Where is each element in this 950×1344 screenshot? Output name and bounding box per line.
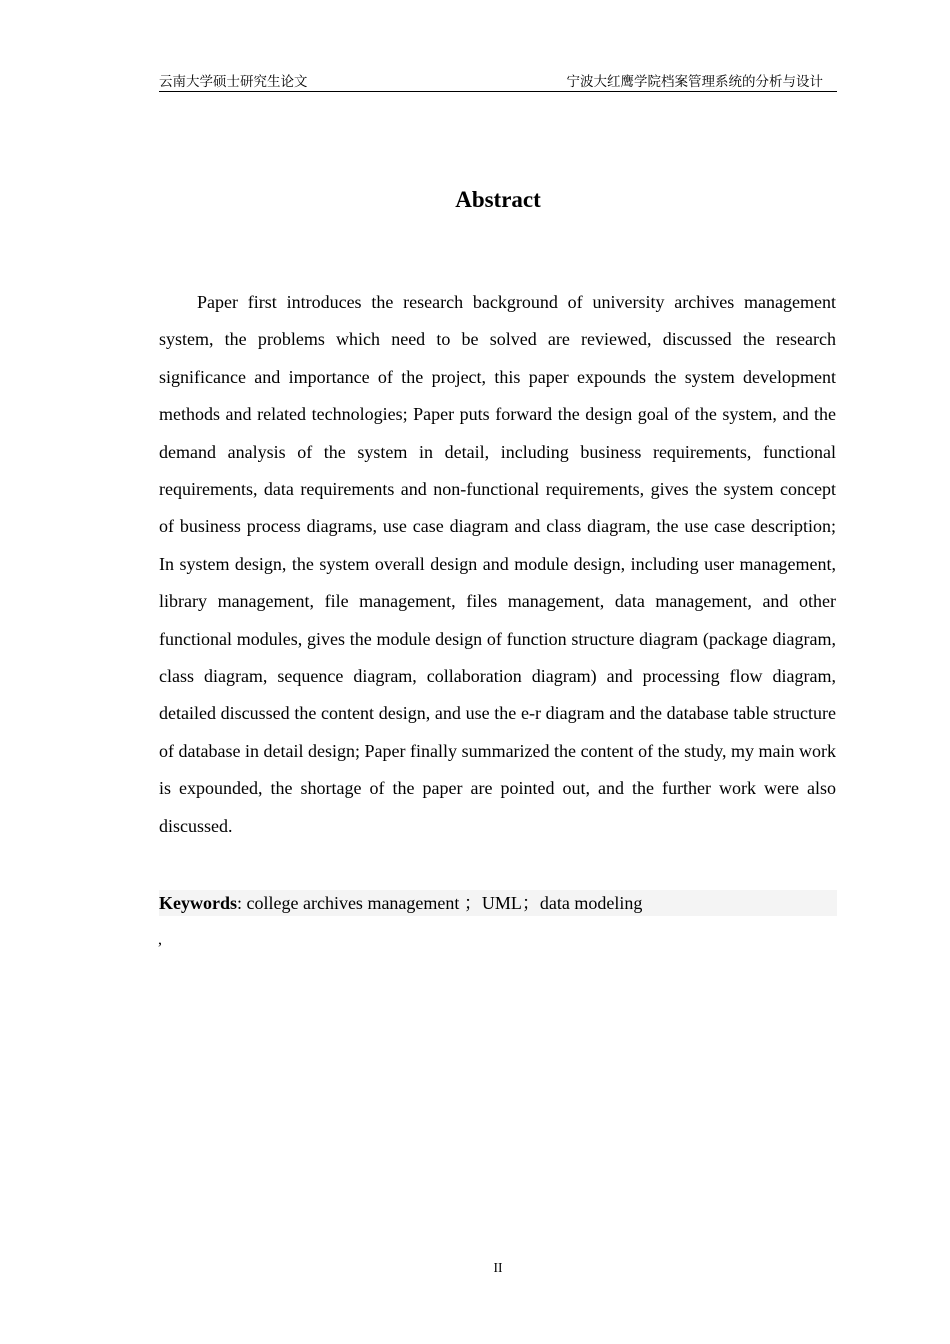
keywords-text: : college archives management ；UML；data modeling: [237, 893, 643, 913]
keywords-line: [159, 890, 837, 916]
stray-comma: ,: [158, 931, 162, 948]
abstract-paragraph: Paper first introduces the research background of university archives management system, the problems which need to be solved are reviewed, discussed the research significance and importance of the project, this paper expounds the system development methods and related technologies; Paper puts forward the design goal of the system, and the demand analysis of the system in detail, including business requirements, functional requirements, data requirements and non-functional requirements, gives the system concept of business process diagrams, use case diagram and class diagram, the use case description; In system design, the system overall design and module design, including user management, library management, file management, files management, data management, and other functional modules, gives the module design of function structure diagram (package diagram, class diagram, sequence diagram, collaboration diagram) and processing flow diagram, detailed discussed the content design, and use the e-r diagram and the database table structure of database in detail design; Paper finally summarized the content of the study, my main work is expounded, the shortage of the paper are pointed out, and the further work were also discussed.: [159, 292, 836, 836]
page-number: II: [493, 1260, 503, 1275]
page-header: [159, 72, 837, 92]
abstract-heading: Abstract: [455, 187, 541, 212]
header-thesis-title: 宁波大红鹰学院档案管理系统的分析与设计: [566, 74, 823, 89]
keywords-label: Keywords: [159, 893, 237, 913]
header-university-title: 云南大学硕士研究生论文: [159, 74, 308, 89]
